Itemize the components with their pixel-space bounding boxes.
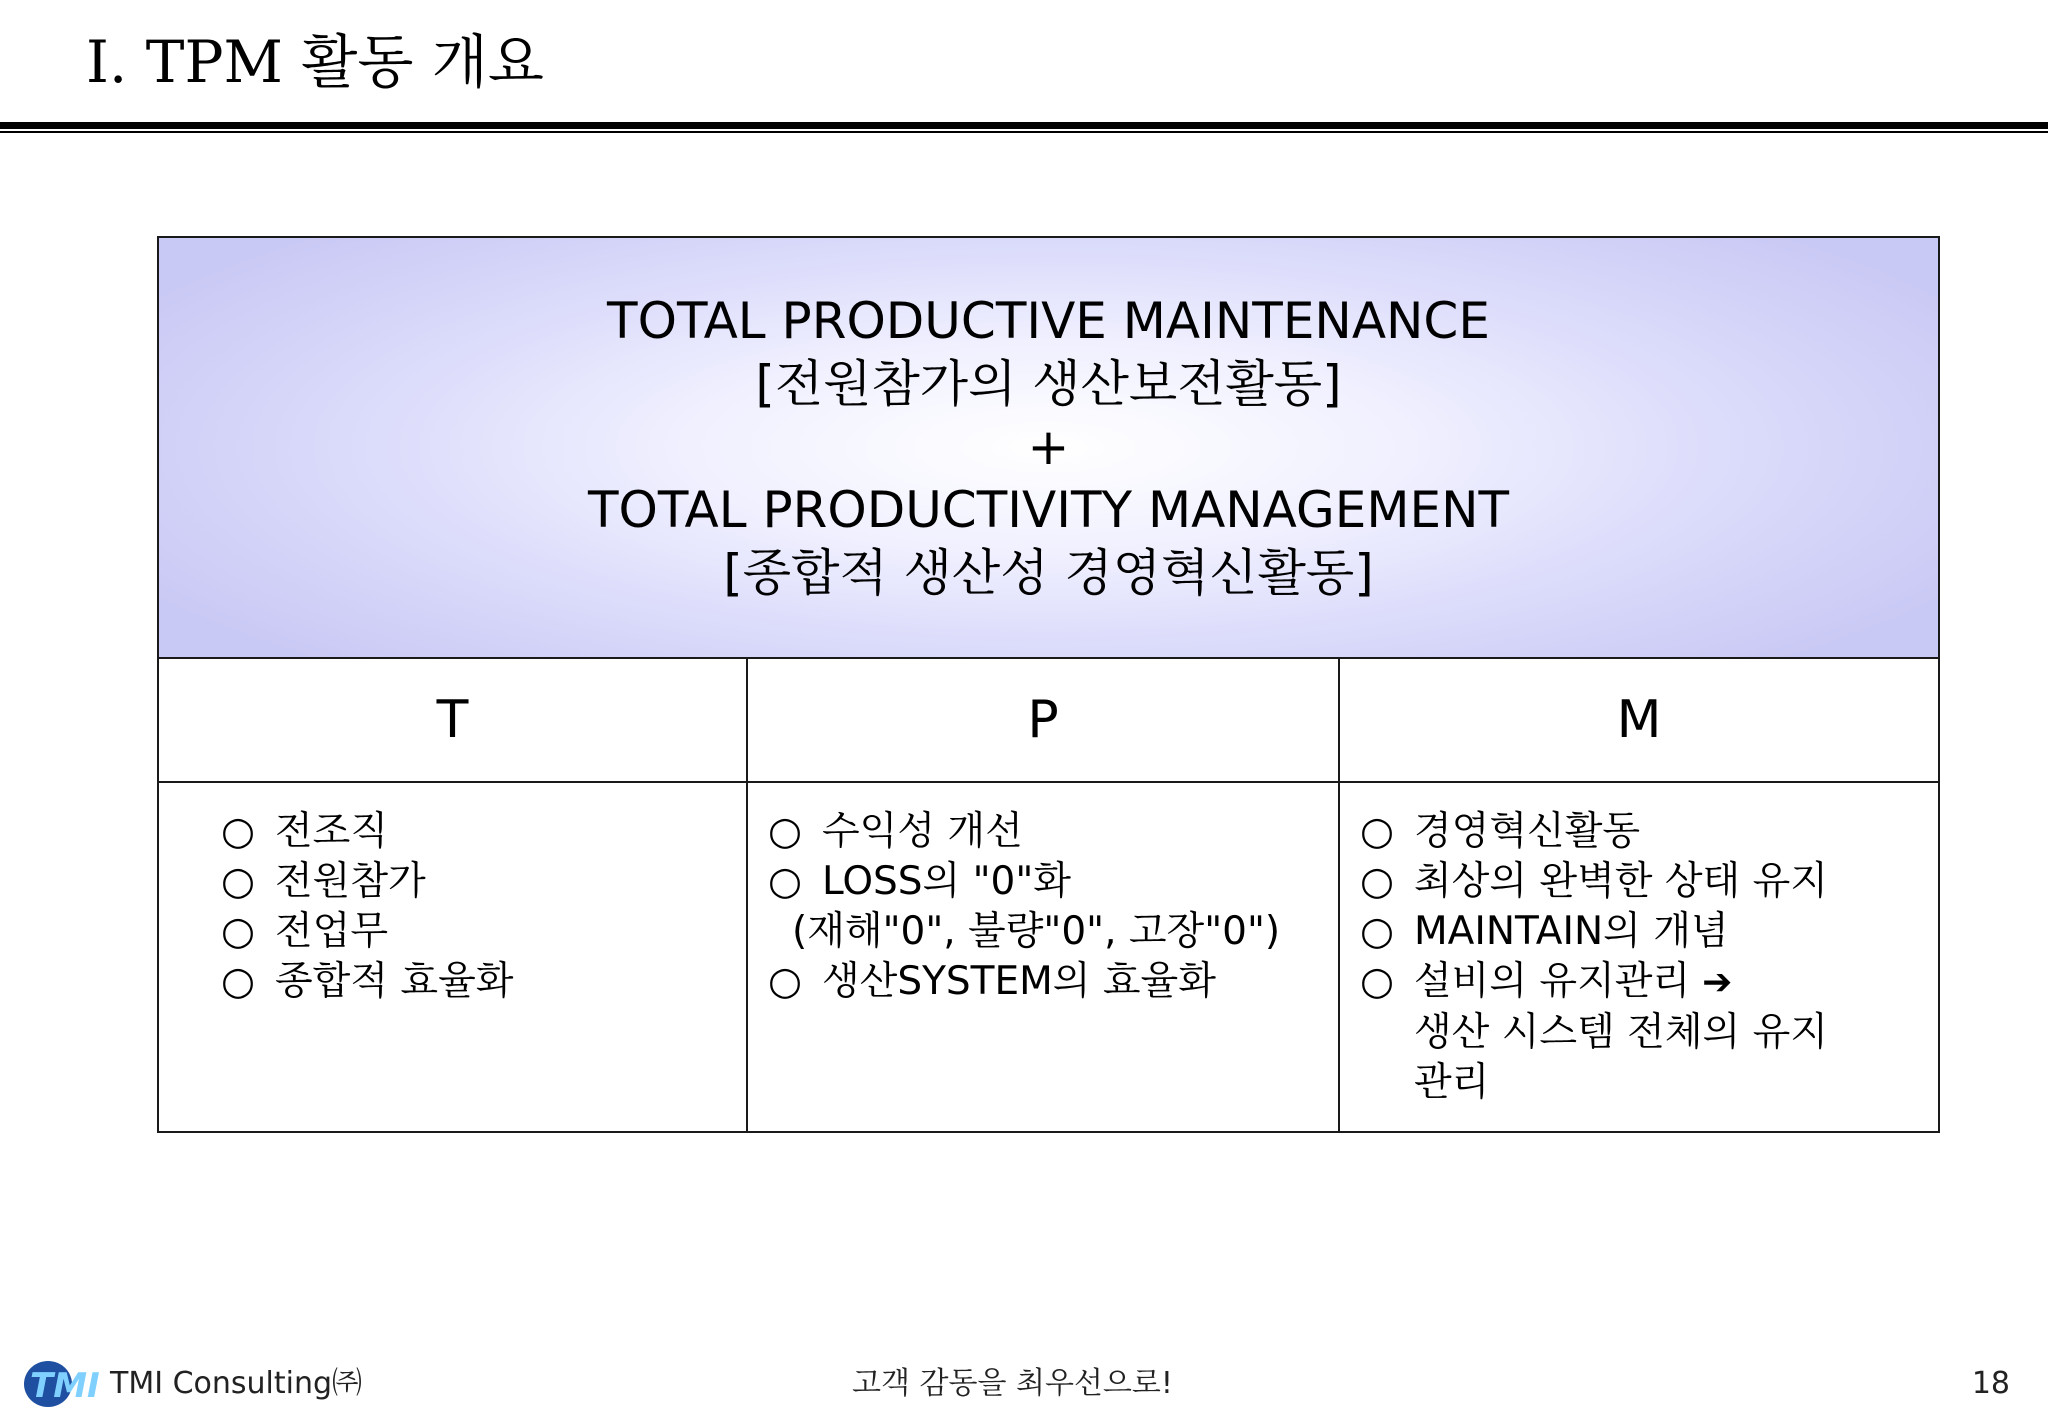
page-title: Ⅰ. TPM 활동 개요	[86, 28, 544, 96]
column-header-m: M	[1340, 659, 1938, 783]
logo-letters: TMI	[30, 1366, 100, 1406]
circle-bullet-icon: ○	[1360, 959, 1395, 1004]
right-arrow-icon: ➔	[1702, 962, 1733, 1003]
list-item	[1360, 957, 1938, 1008]
list-item-label: 설비의 유지관리	[1414, 959, 1691, 1004]
list-item-text: 최상의 완벽한 상태 유지	[1414, 859, 1828, 904]
column-header-p: P	[748, 659, 1340, 783]
definition-line-maintenance-korean: [전원참가의 생산보전활동]	[755, 355, 1342, 413]
circle-bullet-icon: ○	[221, 909, 256, 954]
list-item-text: 전원참가	[275, 859, 426, 904]
list-item-continuation: (재해"0", 불량"0", 고장"0")	[792, 909, 1281, 954]
circle-bullet-icon: ○	[768, 959, 803, 1004]
tpm-overview-table	[157, 236, 1940, 1133]
list-item-text: LOSS의 "0"화	[822, 859, 1071, 904]
tmi-logo-icon	[22, 1359, 106, 1409]
circle-bullet-icon: ○	[221, 809, 256, 854]
column-body-m	[1340, 783, 1938, 1131]
list-item-text: 전업무	[275, 909, 389, 954]
definition-plus-sign: +	[1027, 418, 1070, 476]
list-item	[1360, 807, 1938, 857]
list-item	[221, 857, 746, 907]
circle-bullet-icon: ○	[768, 809, 803, 854]
circle-bullet-icon: ○	[1360, 809, 1395, 854]
list-item-continuation: 생산 시스템 전체의 유지	[1414, 1010, 1828, 1055]
list-item	[1360, 907, 1938, 957]
footer-slogan: 고객 감동을 최우선으로!	[852, 1366, 1173, 1401]
list-item	[221, 807, 746, 857]
page-number: 18	[1971, 1366, 2010, 1401]
definition-line-management: TOTAL PRODUCTIVITY MANAGEMENT	[587, 481, 1510, 539]
definition-line-management-korean: [종합적 생산성 경영혁신활동]	[723, 544, 1374, 602]
list-item	[768, 857, 1338, 907]
definition-line-maintenance: TOTAL PRODUCTIVE MAINTENANCE	[607, 292, 1490, 350]
circle-bullet-icon: ○	[1360, 859, 1395, 904]
circle-bullet-icon: ○	[221, 959, 256, 1004]
list-item-text: 생산SYSTEM의 효율화	[822, 959, 1216, 1004]
footer-company-name: TMI Consulting㈜	[110, 1366, 363, 1401]
circle-bullet-icon: ○	[221, 859, 256, 904]
circle-bullet-icon: ○	[1360, 909, 1395, 954]
list-item-text: 경영혁신활동	[1414, 809, 1641, 854]
list-item	[1360, 857, 1938, 907]
list-item-text	[1414, 957, 1732, 1008]
list-item	[768, 807, 1338, 857]
list-item-continuation: 관리	[1414, 1060, 1490, 1105]
title-divider-thin	[0, 131, 2048, 133]
list-item-text: 전조직	[275, 809, 389, 854]
column-body-p	[748, 783, 1340, 1131]
list-item-text: 종합적 효율화	[275, 959, 514, 1004]
column-body-t	[159, 783, 748, 1131]
list-item-text: MAINTAIN의 개념	[1414, 909, 1729, 954]
column-header-t: T	[159, 659, 748, 783]
list-item	[768, 957, 1338, 1007]
list-item-text: 수익성 개선	[822, 809, 1023, 854]
circle-bullet-icon: ○	[768, 859, 803, 904]
list-item	[221, 907, 746, 957]
list-item	[221, 957, 746, 1007]
title-divider-thick	[0, 122, 2048, 129]
tpm-definition-panel	[159, 238, 1938, 659]
